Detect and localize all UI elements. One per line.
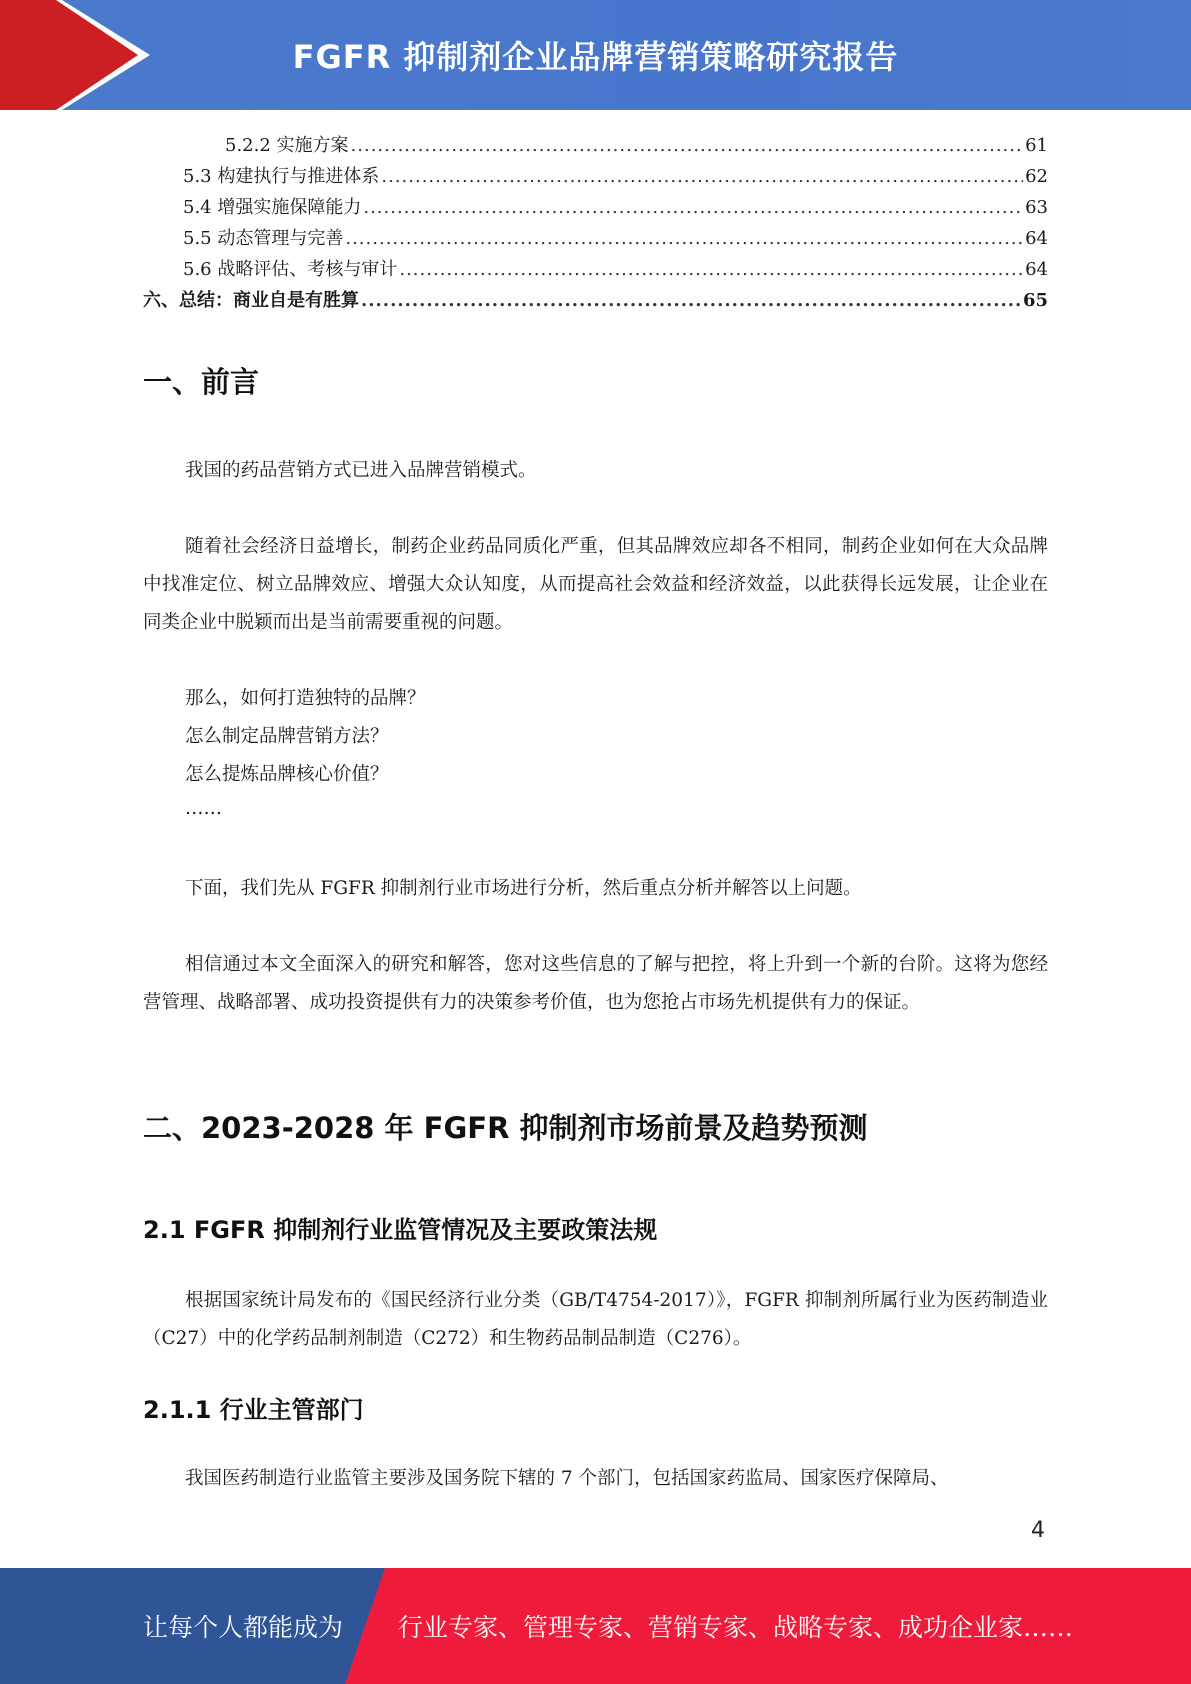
paragraph: 我国医药制造行业监管主要涉及国务院下辖的 7 个部门，包括国家药监局、国家医疗保障局、 xyxy=(185,1468,949,1489)
question-line: 怎么制定品牌营销方法？ xyxy=(185,726,389,747)
toc-entry[interactable] xyxy=(143,286,1048,317)
page-number: 4 xyxy=(1031,1518,1045,1543)
header-chevron-decoration xyxy=(0,0,160,110)
toc-leader-dots xyxy=(351,135,1024,156)
toc-entry[interactable] xyxy=(143,255,1048,286)
toc-entry[interactable] xyxy=(143,193,1048,224)
question-line: 那么，如何打造独特的品牌？ xyxy=(185,688,426,709)
table-of-contents xyxy=(143,131,1048,317)
paragraph: 下面，我们先从 FGFR 抑制剂行业市场进行分析，然后重点分析并解答以上问题。 xyxy=(185,878,862,899)
paragraph: 相信通过本文全面深入的研究和解答，您对这些信息的了解与把控，将上升到一个新的台阶。这将为您经营管理、战略部署、成功投资提供有力的决策参考价值，也为您抢占市场先机提供有力的保证。 xyxy=(143,954,1048,1013)
subsection-heading: 2.1.1 行业主管部门 xyxy=(143,1396,364,1424)
toc-entry-page: 62 xyxy=(1025,166,1048,187)
toc-entry[interactable] xyxy=(143,131,1048,162)
question-line: 怎么提炼品牌核心价值？ xyxy=(185,764,389,785)
section-heading-market-outlook: 二、2023-2028 年 FGFR 抑制剂市场前景及趋势预测 xyxy=(143,1111,868,1145)
toc-leader-dots xyxy=(381,166,1023,187)
toc-entry[interactable] xyxy=(143,162,1048,193)
toc-entry-page: 64 xyxy=(1025,228,1048,249)
footer-slogan-right: 行业专家、管理专家、营销专家、战略专家、成功企业家…… xyxy=(398,1613,1074,1642)
toc-entry-label: 六、总结：商业自是有胜算 xyxy=(143,290,359,311)
page-header xyxy=(0,0,1191,110)
toc-entry-label: 5.6 战略评估、考核与审计 xyxy=(183,259,398,280)
subsection-heading: 2.1 FGFR 抑制剂行业监管情况及主要政策法规 xyxy=(143,1216,658,1244)
paragraph: 我国的药品营销方式已进入品牌营销模式。 xyxy=(185,460,537,481)
paragraph: 根据国家统计局发布的《国民经济行业分类（GB/T4754-2017）》，FGFR 抑制剂所属行业为医药制造业（C27）中的化学药品制剂制造（C272）和生物药品制品制造（C276）。 xyxy=(143,1290,1048,1349)
toc-entry-label: 5.4 增强实施保障能力 xyxy=(183,197,362,218)
page-footer xyxy=(0,1568,1191,1684)
section-heading-preface: 一、前言 xyxy=(143,365,260,399)
toc-leader-dots xyxy=(399,259,1023,280)
toc-entry-page: 63 xyxy=(1025,197,1048,218)
toc-entry-label: 5.3 构建执行与推进体系 xyxy=(183,166,380,187)
paragraph: 随着社会经济日益增长，制药企业药品同质化严重，但其品牌效应却各不相同，制药企业如何在大众品牌中找准定位、树立品牌效应、增强大众认知度，从而提高社会效益和经济效益，以此获得长远发展，让企业在同类企业中脱颖而出是当前需要重视的问题。 xyxy=(143,536,1048,633)
toc-leader-dots xyxy=(363,197,1023,218)
toc-entry-label: 5.5 动态管理与完善 xyxy=(183,228,344,249)
toc-leader-dots xyxy=(345,228,1023,249)
ellipsis-line: …… xyxy=(185,798,222,819)
toc-entry-page: 65 xyxy=(1022,290,1048,311)
toc-entry-page: 64 xyxy=(1025,259,1048,280)
footer-slogan-left: 让每个人都能成为 xyxy=(143,1613,344,1642)
toc-entry-label: 5.2.2 实施方案 xyxy=(225,135,349,156)
toc-entry-page: 61 xyxy=(1025,135,1048,156)
toc-leader-dots xyxy=(361,290,1021,311)
toc-entry[interactable] xyxy=(143,224,1048,255)
report-title: FGFR 抑制剂企业品牌营销策略研究报告 xyxy=(292,38,899,76)
